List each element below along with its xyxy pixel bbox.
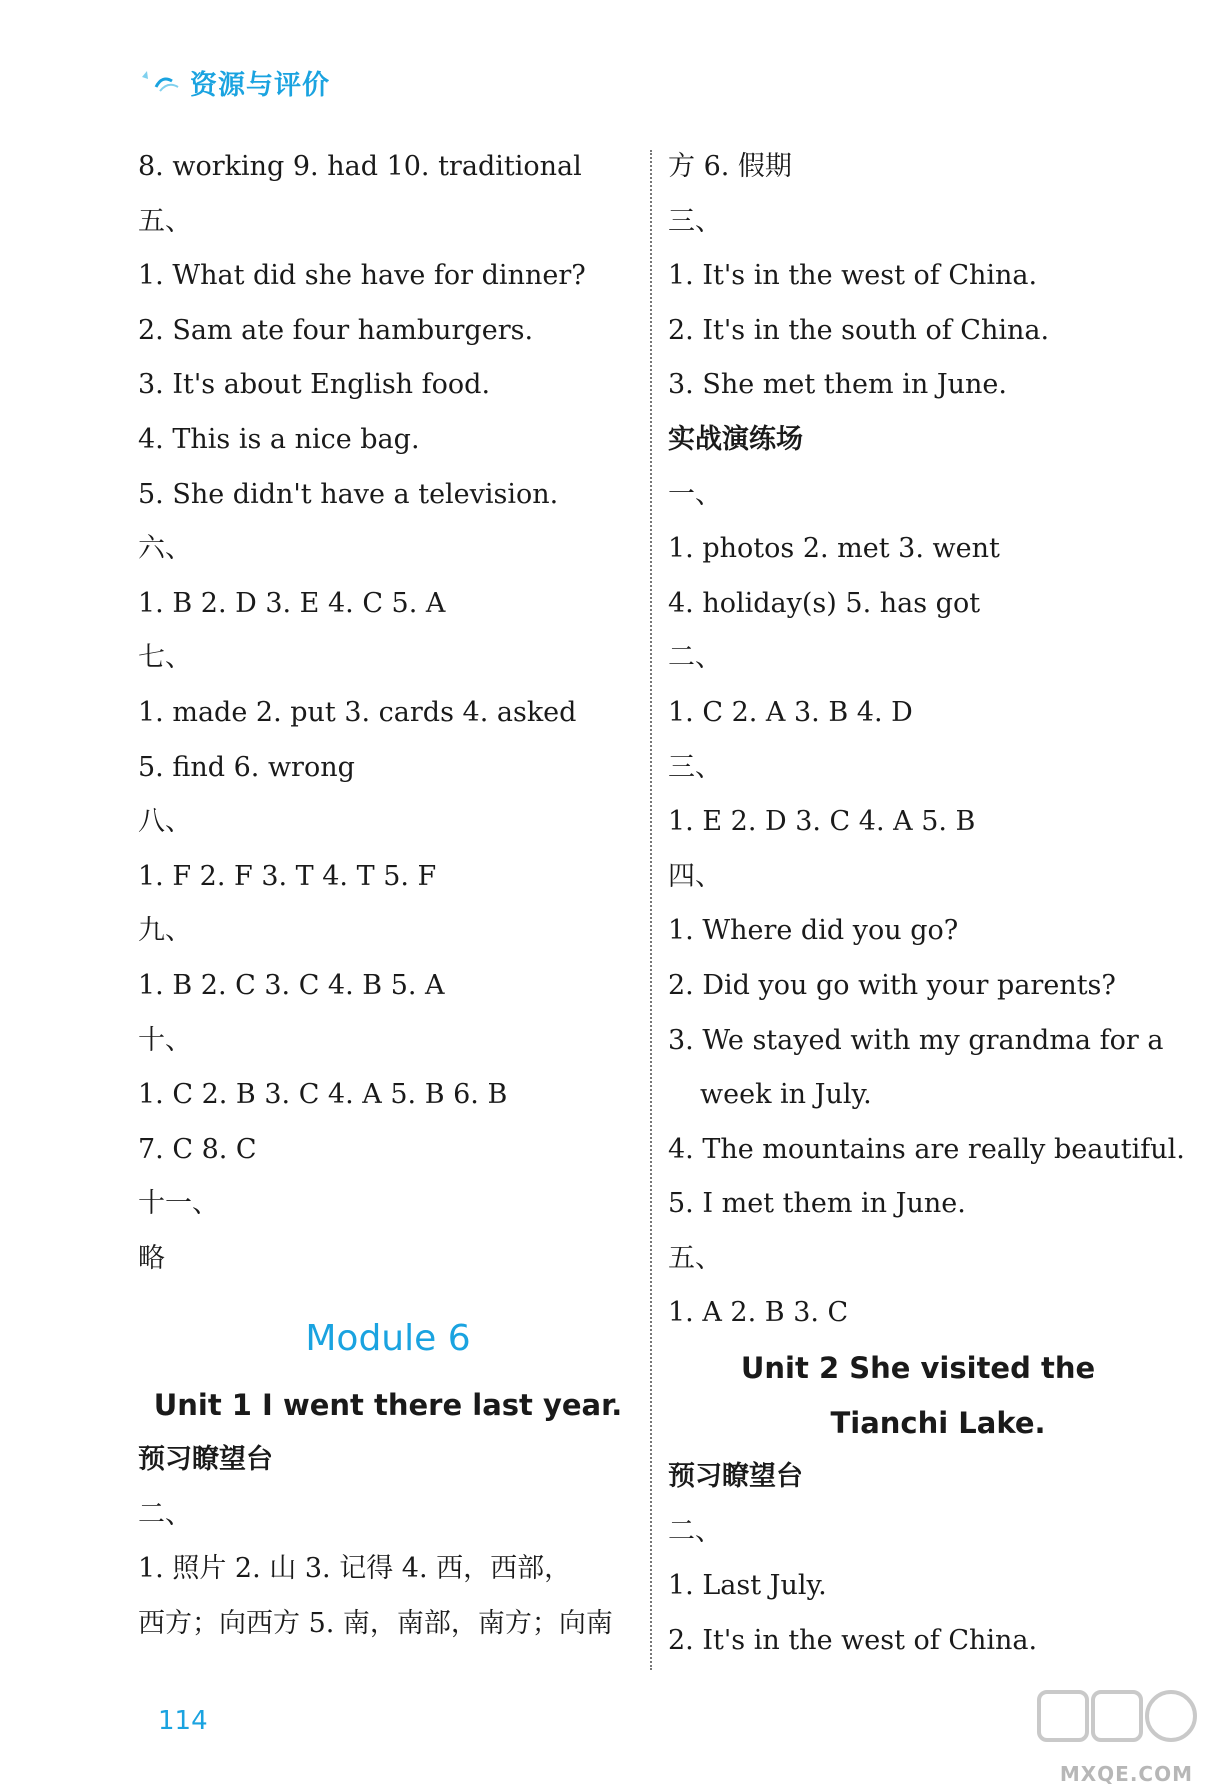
section-heading: 预习瞭望台 bbox=[668, 1461, 803, 1493]
header-title: 资源与评价 bbox=[190, 69, 330, 101]
answer-line: 1. A 2. B 3. C bbox=[668, 1297, 849, 1329]
answer-line: 5. She didn't have a television. bbox=[138, 478, 559, 510]
answer-line: 1. C 2. B 3. C 4. A 5. B 6. B bbox=[138, 1079, 508, 1111]
answer-line: 1. E 2. D 3. C 4. A 5. B bbox=[668, 806, 976, 838]
header-logo-icon bbox=[138, 67, 186, 97]
section-number: 五、 bbox=[138, 205, 192, 237]
answer-line: 2. It's in the west of China. bbox=[668, 1625, 1038, 1657]
answer-line: 4. The mountains are really beautiful. bbox=[668, 1133, 1185, 1165]
section-number: 九、 bbox=[138, 915, 192, 947]
answer-line: 5. I met them in June. bbox=[668, 1188, 966, 1220]
section-number: 一、 bbox=[668, 478, 722, 510]
section-number: 八、 bbox=[138, 806, 192, 838]
section-number: 二、 bbox=[668, 642, 722, 674]
section-heading: 预习瞭望台 bbox=[138, 1444, 273, 1476]
answer-line: 1. Where did you go? bbox=[668, 915, 959, 947]
answer-line: 西方；向西方 5. 南，南部，南方；向南 bbox=[138, 1607, 613, 1639]
answer-line: week in July. bbox=[700, 1079, 872, 1111]
answer-line: 1. C 2. A 3. B 4. D bbox=[668, 696, 913, 728]
unit-title: Unit 2 She visited the bbox=[740, 1351, 1096, 1386]
section-heading: 实战演练场 bbox=[668, 423, 803, 455]
section-number: 三、 bbox=[668, 751, 722, 783]
module-title: Module 6 bbox=[305, 1318, 471, 1360]
right-column bbox=[668, 140, 1185, 1669]
section-number: 二、 bbox=[668, 1515, 722, 1547]
answer-line: 1. made 2. put 3. cards 4. asked bbox=[138, 696, 577, 728]
section-number: 七、 bbox=[138, 642, 192, 674]
section-number: 十一、 bbox=[138, 1188, 219, 1220]
answer-line: 略 bbox=[138, 1242, 165, 1274]
section-number: 六、 bbox=[138, 533, 192, 565]
answer-line: 方 6. 假期 bbox=[668, 151, 792, 182]
answer-line: 3. We stayed with my grandma for a bbox=[668, 1024, 1164, 1056]
answer-line: 1. B 2. D 3. E 4. C 5. A bbox=[138, 587, 446, 619]
answer-line: 1. B 2. C 3. C 4. B 5. A bbox=[138, 969, 445, 1001]
answer-line: 2. It's in the south of China. bbox=[668, 314, 1050, 346]
watermark-text: MXQE.COM bbox=[1059, 1762, 1193, 1786]
section-number: 四、 bbox=[668, 860, 722, 892]
left-column bbox=[138, 140, 638, 1651]
section-number: 二、 bbox=[138, 1498, 192, 1530]
unit-title: Unit 1 I went there last year. bbox=[153, 1388, 623, 1423]
answer-line: 4. holiday(s) 5. has got bbox=[668, 587, 981, 619]
answer-line: 1. What did she have for dinner? bbox=[138, 260, 586, 292]
column-divider bbox=[650, 150, 652, 1670]
answer-line: 1. Last July. bbox=[668, 1570, 827, 1602]
section-number: 十、 bbox=[138, 1024, 192, 1056]
answer-line: 5. find 6. wrong bbox=[138, 751, 355, 783]
answer-line: 2. Did you go with your parents? bbox=[668, 969, 1116, 1001]
answer-line: 1. 照片 2. 山 3. 记得 4. 西，西部， bbox=[138, 1553, 572, 1585]
section-number: 三、 bbox=[668, 205, 722, 237]
answer-line: 1. photos 2. met 3. went bbox=[668, 533, 1000, 565]
answer-line: 7. C 8. C bbox=[138, 1133, 257, 1165]
answer-line: 3. It's about English food. bbox=[138, 369, 491, 401]
page-header bbox=[138, 62, 330, 102]
answer-line: 3. She met them in June. bbox=[668, 369, 1007, 401]
section-number: 五、 bbox=[668, 1242, 722, 1274]
answer-line: 1. F 2. F 3. T 4. T 5. F bbox=[138, 860, 437, 892]
unit-title-continued: Tianchi Lake. bbox=[830, 1405, 1046, 1440]
answer-line: 2. Sam ate four hamburgers. bbox=[138, 314, 534, 346]
answer-line: 1. It's in the west of China. bbox=[668, 260, 1038, 292]
page-number: 114 bbox=[158, 1706, 208, 1736]
answer-line: 8. working 9. had 10. traditional bbox=[138, 151, 582, 182]
answer-line: 4. This is a nice bag. bbox=[138, 423, 420, 455]
